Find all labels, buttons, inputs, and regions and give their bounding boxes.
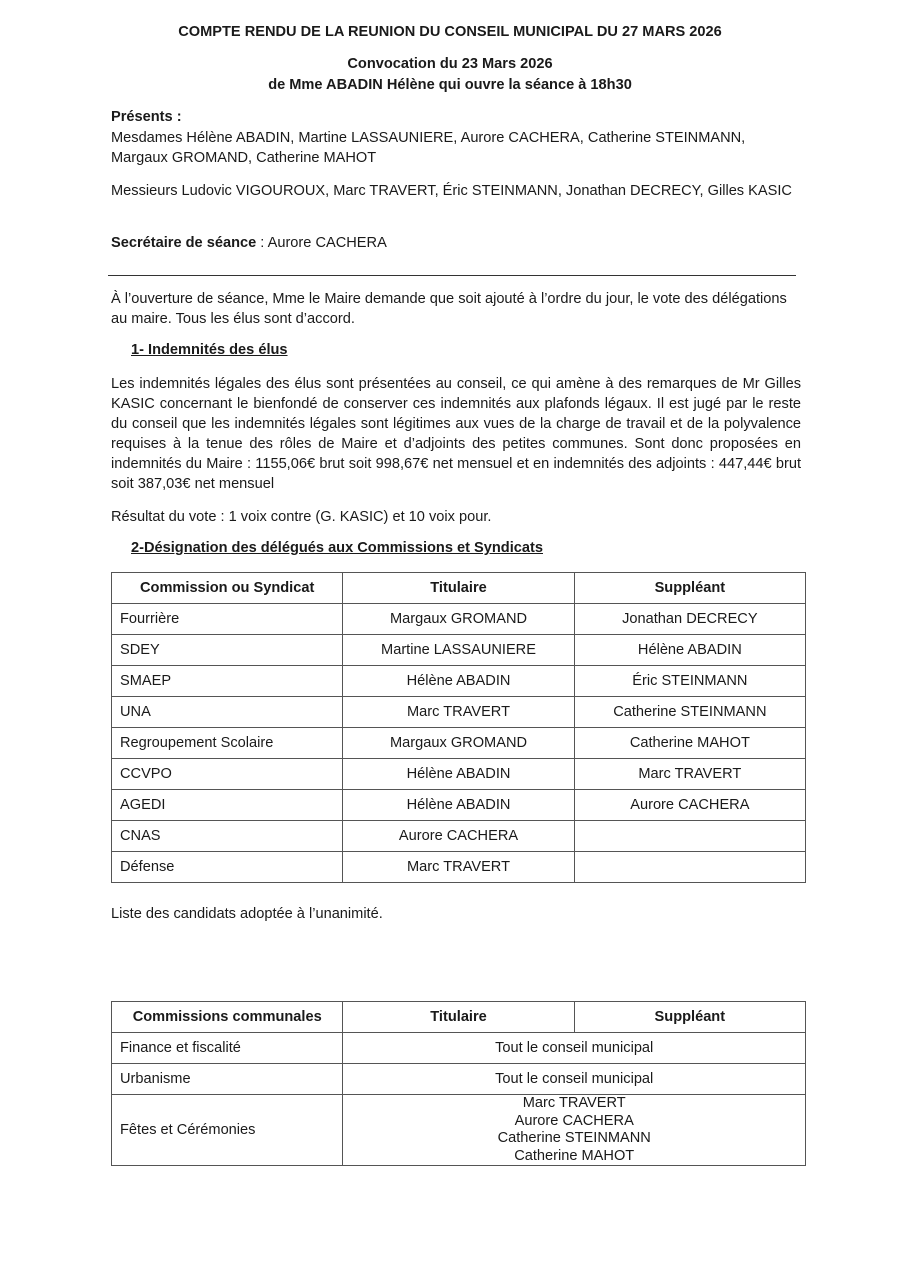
delegates-table — [111, 572, 806, 883]
row-titulaire: Hélène ABADIN — [343, 666, 574, 697]
secretary-value: : Aurore CACHERA — [256, 235, 387, 251]
row-commission: Fourrière — [112, 604, 343, 635]
table-header-suppleant: Suppléant — [574, 1002, 805, 1033]
section2-heading: 2-Désignation des délégués aux Commissions et Syndicats — [131, 540, 543, 556]
table-row — [112, 759, 806, 790]
table-header-row — [112, 1002, 806, 1033]
row-titulaire: Hélène ABADIN — [343, 759, 574, 790]
row-titulaire: Hélène ABADIN — [343, 790, 574, 821]
table-row — [112, 604, 806, 635]
table-row — [112, 821, 806, 852]
row-members: Tout le conseil municipal — [343, 1064, 806, 1095]
row-suppleant: Catherine STEINMANN — [574, 697, 805, 728]
table-header-titulaire: Titulaire — [343, 573, 574, 604]
section1-heading: 1- Indemnités des élus — [131, 342, 288, 358]
table-row — [112, 635, 806, 666]
table-header-titulaire: Titulaire — [343, 1002, 574, 1033]
table-header-commission: Commission ou Syndicat — [112, 573, 343, 604]
row-titulaire: Margaux GROMAND — [343, 604, 574, 635]
presents-label: Présents : — [111, 109, 182, 125]
row-commission: Urbanisme — [112, 1064, 343, 1095]
table-row — [112, 1064, 806, 1095]
adoption-note: Liste des candidats adoptée à l’unanimité. — [111, 906, 383, 922]
row-titulaire: Margaux GROMAND — [343, 728, 574, 759]
table-row — [112, 790, 806, 821]
document-title: COMPTE RENDU DE LA REUNION DU CONSEIL MUNICIPAL DU 27 MARS 2026 — [178, 24, 722, 40]
separator — [108, 275, 796, 276]
secretary-label: Secrétaire de séance — [111, 235, 257, 251]
row-titulaire: Aurore CACHERA — [343, 821, 574, 852]
commissions-table — [111, 1001, 806, 1166]
section1-body: Les indemnités légales des élus sont présentées au conseil, ce qui amène à des remarques de Mr Gilles KASIC concernant le bienfondé de conserver ces indemnités aux plafonds légaux. Il est jugé par le reste du conseil que les indemnités légales sont légitimes aux vues de la charge de travail et de la polyvalence requises à la tenue des rôles de Maire et d’adjoints des petites communes. Sont donc proposées en indemnités du Maire : 1155,06€ brut soit 998,67€ net mensuel et en indemnités des adjoints : 447,44€ brut soit 387,03€ net mensuel — [111, 376, 801, 492]
table-row — [112, 1095, 806, 1166]
row-suppleant: Éric STEINMANN — [574, 666, 805, 697]
row-suppleant: Aurore CACHERA — [574, 790, 805, 821]
member-name: Catherine STEINMANN — [497, 1130, 651, 1146]
row-titulaire: Martine LASSAUNIERE — [343, 635, 574, 666]
row-members: Tout le conseil municipal — [343, 1033, 806, 1064]
table-row — [112, 728, 806, 759]
table-row — [112, 697, 806, 728]
table-row — [112, 666, 806, 697]
member-name: Marc TRAVERT — [522, 1095, 626, 1111]
row-suppleant: Catherine MAHOT — [574, 728, 805, 759]
intro-paragraph: À l’ouverture de séance, Mme le Maire demande que soit ajouté à l’ordre du jour, le vote des délégations au maire. Tous les élus sont d’accord. — [111, 291, 787, 327]
row-commission: Regroupement Scolaire — [112, 728, 343, 759]
table-header-suppleant: Suppléant — [574, 573, 805, 604]
row-suppleant — [574, 821, 805, 852]
opening-line: de Mme ABADIN Hélène qui ouvre la séance à 18h30 — [268, 77, 632, 93]
table-header-row — [112, 573, 806, 604]
table-header-commissions: Commissions communales — [112, 1002, 343, 1033]
table-row — [112, 852, 806, 883]
row-commission: SDEY — [112, 635, 343, 666]
presents-messieurs: Messieurs Ludovic VIGOUROUX, Marc TRAVERT, Éric STEINMANN, Jonathan DECRECY, Gilles KASIC — [111, 183, 792, 199]
row-commission: Défense — [112, 852, 343, 883]
row-members — [343, 1095, 806, 1166]
row-titulaire: Marc TRAVERT — [343, 852, 574, 883]
row-titulaire: Marc TRAVERT — [343, 697, 574, 728]
row-suppleant: Jonathan DECRECY — [574, 604, 805, 635]
row-suppleant: Hélène ABADIN — [574, 635, 805, 666]
secretary-line — [111, 233, 801, 253]
row-commission: CNAS — [112, 821, 343, 852]
vote-result: Résultat du vote : 1 voix contre (G. KASIC) et 10 voix pour. — [111, 509, 492, 525]
presents-mesdames: Mesdames Hélène ABADIN, Martine LASSAUNIERE, Aurore CACHERA, Catherine STEINMANN, Margaux GROMAND, Catherine MAHOT — [111, 130, 746, 166]
row-commission: Finance et fiscalité — [112, 1033, 343, 1064]
convocation-line: Convocation du 23 Mars 2026 — [347, 56, 553, 72]
row-suppleant: Marc TRAVERT — [574, 759, 805, 790]
member-name: Catherine MAHOT — [514, 1147, 635, 1164]
row-commission: SMAEP — [112, 666, 343, 697]
row-commission: Fêtes et Cérémonies — [112, 1095, 343, 1166]
row-commission: AGEDI — [112, 790, 343, 821]
row-commission: CCVPO — [112, 759, 343, 790]
member-name: Aurore CACHERA — [514, 1112, 634, 1129]
row-commission: UNA — [112, 697, 343, 728]
row-suppleant — [574, 852, 805, 883]
table-row — [112, 1033, 806, 1064]
